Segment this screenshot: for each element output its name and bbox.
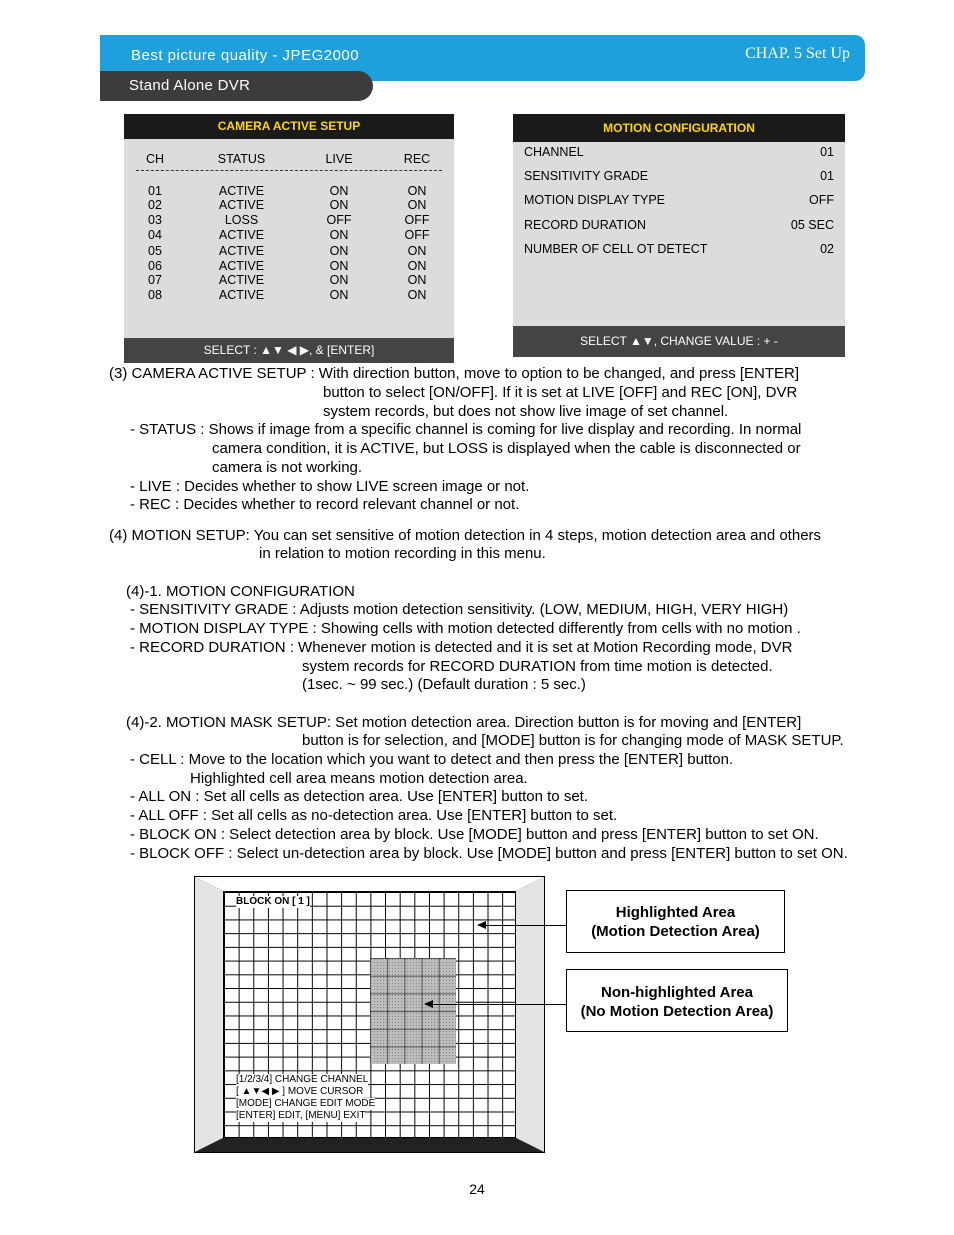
record-duration-item: - RECORD DURATION : Whenever motion is detected and it is set at Motion Recording mode, DVR <box>130 639 793 656</box>
mask-help-line: [ ▲▼◀ ▶ ] MOVE CURSOR <box>236 1086 364 1097</box>
channel-live: ON <box>329 198 349 212</box>
block-off-item: - BLOCK OFF : Select un-detection area by block. Use [MODE] button and press [ENTER] button to set ON. <box>130 845 848 862</box>
column-header-status: STATUS <box>217 152 266 166</box>
channel-number: 04 <box>148 228 162 242</box>
rec-item: - REC : Decides whether to record relevant channel or not. <box>130 496 520 513</box>
channel-number: 06 <box>148 259 162 273</box>
cell-item: - CELL : Move to the location which you want to detect and then press the [ENTER] button. <box>130 751 734 768</box>
status-item: - STATUS : Shows if image from a specific channel is coming for live display and recording. In normal <box>130 421 802 438</box>
motion-setting-row <box>524 145 834 159</box>
camera-panel-footer: SELECT : ▲▼ ◀ ▶, & [ENTER] <box>124 338 454 363</box>
header-divider <box>136 170 442 171</box>
channel-rec: ON <box>407 198 427 212</box>
motion-setting-row <box>524 218 834 232</box>
section-4-motion-setup: (4) MOTION SETUP: You can set sensitive of motion detection in 4 steps, motion detection area and others <box>109 527 822 544</box>
channel-status: ACTIVE <box>218 244 265 258</box>
paragraph-line: (1sec. ~ 99 sec.) (Default duration : 5 sec.) <box>302 676 586 693</box>
setting-value: 05 SEC <box>790 218 834 232</box>
setting-value: 02 <box>820 242 834 256</box>
channel-live: OFF <box>326 213 352 227</box>
arrow-left-icon <box>477 921 486 929</box>
channel-rec: ON <box>407 244 427 258</box>
channel-rec: OFF <box>404 213 430 227</box>
frame-bevel-bottom <box>195 1138 544 1152</box>
motion-setting-row <box>524 169 834 183</box>
paragraph-line: Highlighted cell area means motion detection area. <box>190 770 528 787</box>
section-4-1-heading: (4)-1. MOTION CONFIGURATION <box>126 583 355 600</box>
callout-title: Highlighted Area <box>615 904 736 921</box>
all-on-item: - ALL ON : Set all cells as detection area. Use [ENTER] button to set. <box>130 788 588 805</box>
channel-number: 01 <box>148 184 162 198</box>
mask-help-line: [1/2/3/4] CHANGE CHANNEL <box>236 1074 369 1085</box>
callout-subtitle: (Motion Detection Area) <box>591 923 760 940</box>
setting-value: 01 <box>820 145 834 159</box>
motion-panel-title: MOTION CONFIGURATION <box>513 114 845 142</box>
highlighted-cell-block <box>370 958 456 1064</box>
channel-rec: ON <box>407 259 427 273</box>
column-header-rec: REC <box>403 152 431 166</box>
channel-status: ACTIVE <box>218 184 265 198</box>
setting-value: 01 <box>820 169 834 183</box>
section-4-2-heading: (4)-2. MOTION MASK SETUP: Set motion detection area. Direction button is for moving and [ENTER] <box>126 714 802 731</box>
live-item: - LIVE : Decides whether to show LIVE screen image or not. <box>130 478 530 495</box>
column-header-live: LIVE <box>325 152 353 166</box>
channel-live: ON <box>329 273 349 287</box>
setting-label: CHANNEL <box>524 145 584 159</box>
motion-configuration-panel <box>513 114 845 357</box>
callout-subtitle: (No Motion Detection Area) <box>580 1003 774 1020</box>
channel-rec: ON <box>407 273 427 287</box>
camera-panel-title: CAMERA ACTIVE SETUP <box>124 114 454 139</box>
mask-mode-label: BLOCK ON [ 1 ] <box>236 896 310 907</box>
channel-status: ACTIVE <box>218 198 265 212</box>
channel-number: 03 <box>148 213 162 227</box>
paragraph-line: button is for selection, and [MODE] button is for changing mode of MASK SETUP. <box>302 732 844 749</box>
channel-rec: ON <box>407 184 427 198</box>
channel-live: ON <box>329 244 349 258</box>
non-highlighted-area-callout <box>566 969 788 1032</box>
callout-leader-line <box>432 1004 566 1005</box>
document-title: Best picture quality - JPEG2000 <box>131 47 360 64</box>
page-number: 24 <box>469 1181 485 1197</box>
chapter-label: CHAP. 5 Set Up <box>745 45 850 62</box>
callout-leader-line <box>485 925 566 926</box>
frame-bevel-left <box>195 877 223 1152</box>
mask-help-line: [MODE] CHANGE EDIT MODE <box>236 1098 376 1109</box>
channel-rec: ON <box>407 288 427 302</box>
callout-title: Non-highlighted Area <box>601 984 753 1001</box>
motion-setting-row <box>524 193 834 207</box>
section-3-camera-active-setup: (3) CAMERA ACTIVE SETUP : With direction button, move to option to be changed, and press [ENTER] <box>109 365 800 382</box>
channel-status: LOSS <box>224 213 259 227</box>
arrow-left-icon <box>424 1000 433 1008</box>
setting-value: OFF <box>809 193 834 207</box>
setting-label: NUMBER OF CELL OT DETECT <box>524 242 708 256</box>
paragraph-line: button to select [ON/OFF]. If it is set at LIVE [OFF] and REC [ON], DVR <box>323 384 798 401</box>
channel-status: ACTIVE <box>218 228 265 242</box>
frame-bevel-right <box>516 877 544 1152</box>
channel-status: ACTIVE <box>218 288 265 302</box>
channel-status: ACTIVE <box>218 259 265 273</box>
channel-live: ON <box>329 288 349 302</box>
setting-label: RECORD DURATION <box>524 218 646 232</box>
channel-status: ACTIVE <box>218 273 265 287</box>
mask-help-line: [ENTER] EDIT, [MENU] EXIT <box>236 1110 366 1121</box>
channel-live: ON <box>329 184 349 198</box>
paragraph-line: system records, but does not show live image of set channel. <box>323 403 729 420</box>
all-off-item: - ALL OFF : Set all cells as no-detection area. Use [ENTER] button to set. <box>130 807 618 824</box>
channel-number: 07 <box>148 273 162 287</box>
block-on-item: - BLOCK ON : Select detection area by block. Use [MODE] button and press [ENTER] button to set ON. <box>130 826 819 843</box>
highlighted-area-callout <box>566 890 785 953</box>
channel-rec: OFF <box>404 228 430 242</box>
paragraph-line: camera is not working. <box>212 459 363 476</box>
channel-live: ON <box>329 259 349 273</box>
setting-label: SENSITIVITY GRADE <box>524 169 649 183</box>
document-subtitle: Stand Alone DVR <box>129 77 251 94</box>
motion-display-type-item: - MOTION DISPLAY TYPE : Showing cells with motion detected differently from cells with no motion . <box>130 620 801 637</box>
column-header-ch: CH <box>145 152 165 166</box>
paragraph-line: in relation to motion recording in this menu. <box>259 545 546 562</box>
frame-bevel-top <box>195 877 544 891</box>
camera-active-setup-panel <box>124 114 454 363</box>
paragraph-line: camera condition, it is ACTIVE, but LOSS is displayed when the cable is disconnected or <box>212 440 801 457</box>
channel-number: 02 <box>148 198 162 212</box>
sensitivity-grade-item: - SENSITIVITY GRADE : Adjusts motion detection sensitivity. (LOW, MEDIUM, HIGH, VERY HIGH) <box>130 601 789 618</box>
channel-live: ON <box>329 228 349 242</box>
channel-number: 08 <box>148 288 162 302</box>
setting-label: MOTION DISPLAY TYPE <box>524 193 666 207</box>
channel-number: 05 <box>148 244 162 258</box>
motion-setting-row <box>524 242 834 256</box>
motion-panel-footer: SELECT ▲▼, CHANGE VALUE : + - <box>513 326 845 357</box>
paragraph-line: system records for RECORD DURATION from time motion is detected. <box>302 658 773 675</box>
